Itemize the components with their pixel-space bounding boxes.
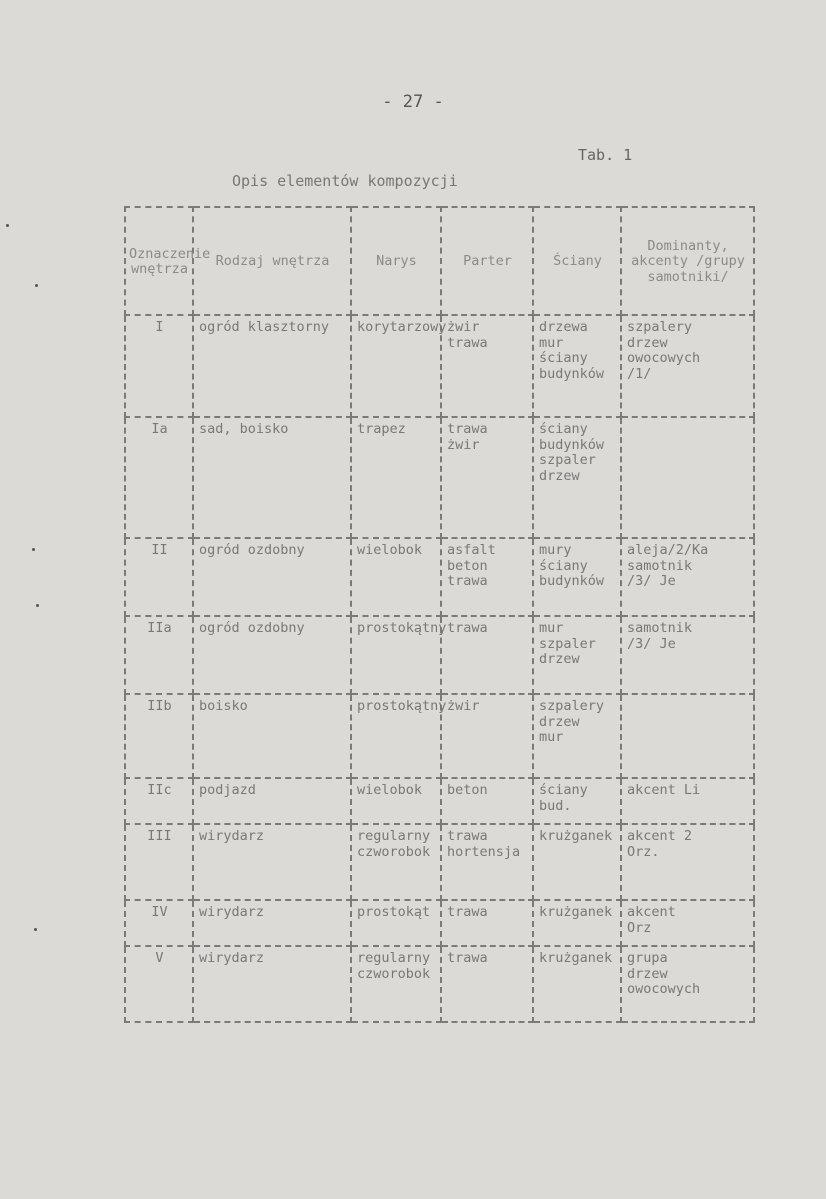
cell-designation: IIa [125,616,193,694]
table-row [125,778,754,824]
table-row [125,824,754,900]
cell-ground: trawa [441,946,533,1022]
table-row [125,616,754,694]
cell-dominants: szpalery drzew owocowych /1/ [621,315,754,417]
cell-dominants [621,417,754,538]
cell-dominants [621,694,754,778]
margin-dot [35,284,38,287]
cell-outline: wielobok [351,778,441,824]
cell-walls: drzewa mur ściany budynków [533,315,621,417]
cell-interior-type: podjazd [193,778,351,824]
cell-walls: ściany budynków szpaler drzew [533,417,621,538]
cell-designation: III [125,824,193,900]
table-row [125,694,754,778]
cell-interior-type: wirydarz [193,946,351,1022]
table-row [125,417,754,538]
cell-interior-type: wirydarz [193,900,351,946]
cell-outline: regularny czworobok [351,946,441,1022]
margin-dot [36,604,39,607]
table-label: Tab. 1 [578,146,633,164]
table-row [125,538,754,616]
cell-outline: wielobok [351,538,441,616]
table-caption: Opis elementów kompozycji [232,172,458,190]
header-ground: Parter [441,207,533,315]
header-dominants: Dominanty, akcenty /grupy samotniki/ [621,207,754,315]
header-designation: Oznaczenie wnętrza [125,207,193,315]
cell-ground: żwir [441,694,533,778]
cell-ground: trawa żwir [441,417,533,538]
cell-ground: trawa hortensja [441,824,533,900]
cell-interior-type: ogród ozdobny [193,616,351,694]
cell-designation: IV [125,900,193,946]
cell-designation: Ia [125,417,193,538]
cell-ground: trawa [441,616,533,694]
cell-outline: prostokątny [351,694,441,778]
cell-dominants: akcent Li [621,778,754,824]
header-walls: Ściany [533,207,621,315]
cell-walls: ściany bud. [533,778,621,824]
cell-outline: regularny czworobok [351,824,441,900]
margin-dot [32,548,35,551]
cell-walls: szpalery drzew mur [533,694,621,778]
cell-outline: korytarzowy [351,315,441,417]
margin-dot [34,928,37,931]
cell-interior-type: ogród klasztorny [193,315,351,417]
cell-interior-type: ogród ozdobny [193,538,351,616]
cell-outline: prostokąt [351,900,441,946]
cell-walls: krużganek [533,946,621,1022]
cell-ground: żwir trawa [441,315,533,417]
cell-walls: mur szpaler drzew [533,616,621,694]
cell-interior-type: wirydarz [193,824,351,900]
page-number: - 27 - [382,92,444,112]
composition-elements-table [124,206,755,1023]
cell-ground: asfalt beton trawa [441,538,533,616]
cell-ground: trawa [441,900,533,946]
header-interior-type: Rodzaj wnętrza [193,207,351,315]
cell-walls: krużganek [533,900,621,946]
cell-interior-type: boisko [193,694,351,778]
cell-designation: V [125,946,193,1022]
cell-designation: I [125,315,193,417]
table-row [125,900,754,946]
cell-interior-type: sad, boisko [193,417,351,538]
cell-dominants: akcent 2 Orz. [621,824,754,900]
cell-dominants: akcent Orz [621,900,754,946]
header-outline: Narys [351,207,441,315]
cell-dominants: grupa drzew owocowych [621,946,754,1022]
cell-dominants: aleja/2/Ka samotnik /3/ Je [621,538,754,616]
cell-walls: mury ściany budynków [533,538,621,616]
cell-walls: krużganek [533,824,621,900]
cell-designation: IIc [125,778,193,824]
margin-dot [6,224,9,227]
cell-designation: II [125,538,193,616]
cell-designation: IIb [125,694,193,778]
cell-outline: trapez [351,417,441,538]
table-row [125,946,754,1022]
cell-ground: beton [441,778,533,824]
table-row [125,315,754,417]
header-row [125,207,754,315]
cell-dominants: samotnik /3/ Je [621,616,754,694]
cell-outline: prostokątny [351,616,441,694]
